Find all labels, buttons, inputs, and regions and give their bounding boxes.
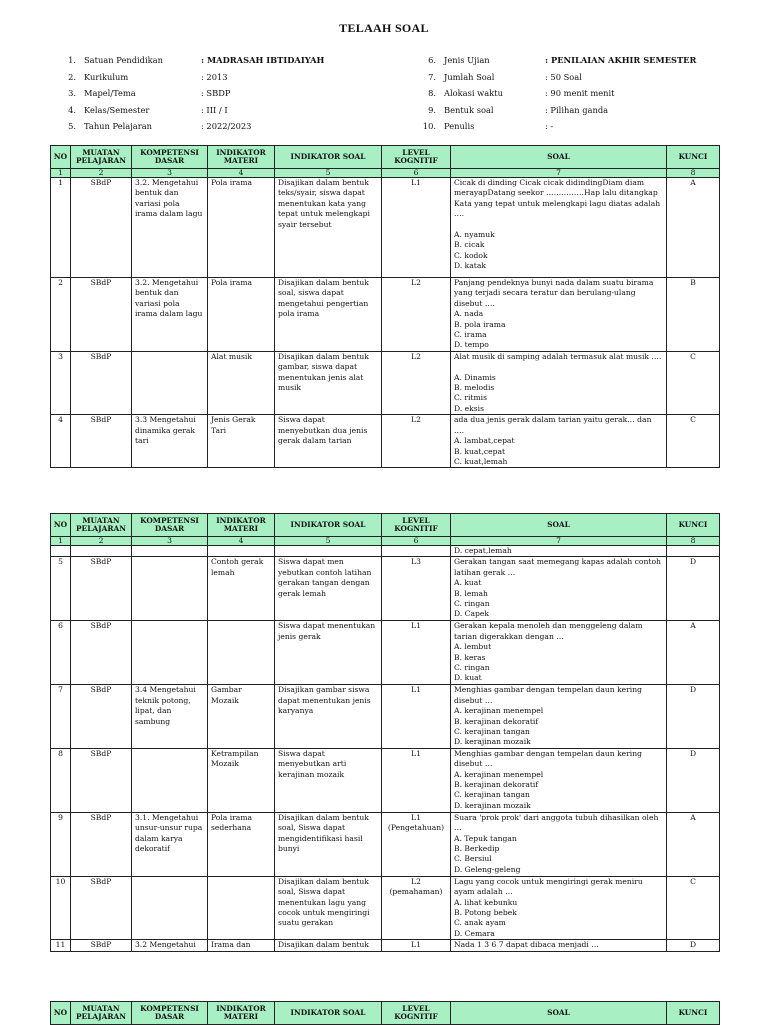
column-header: INDIKATOR MATERI <box>208 146 275 169</box>
answer-option: D. Geleng-geleng <box>454 864 521 874</box>
column-index: 6 <box>382 169 451 178</box>
column-header: KUNCI <box>667 1002 720 1025</box>
level-line: L1 <box>411 685 421 695</box>
cell-level <box>382 278 451 352</box>
cell-no: 6 <box>51 621 71 685</box>
answer-option: B. keras <box>454 652 486 662</box>
answer-option: D. kerajinan mozaik <box>454 800 531 810</box>
cell-materi <box>208 876 275 939</box>
info-label: Mapel/Tema <box>84 88 136 98</box>
question-table-1 <box>50 145 720 468</box>
table-row <box>51 748 720 812</box>
cell-indikator-soal: Disajikan dalam bentuk soal, Siswa dapat menentukan lagu yang cocok untuk mengiringi suatu gerakan <box>275 876 382 939</box>
cell-kompetensi: 3.2 Mengetahui <box>132 940 208 951</box>
cell-kompetensi <box>132 876 208 939</box>
cell-kompetensi <box>132 748 208 812</box>
column-index: 3 <box>132 169 208 178</box>
info-label: Penulis <box>444 121 475 131</box>
column-header: INDIKATOR MATERI <box>208 1002 275 1025</box>
info-right <box>414 52 696 135</box>
answer-option: C. kuat,lemah <box>454 456 508 466</box>
cell-soal <box>451 940 667 951</box>
level-line: L1 <box>411 748 421 758</box>
answer-option: A. lambat,cepat <box>454 436 515 446</box>
answer-option: A. lihat kebunku <box>454 897 518 907</box>
cell-materi: Alat musik <box>208 351 275 414</box>
cell-kompetensi: 3.4 Mengetahui teknik potong, lipat, dan sambung <box>132 685 208 748</box>
cell-indikator-soal: Siswa dapat menentukan jenis gerak <box>275 621 382 685</box>
level-line: L1 <box>411 940 421 950</box>
cell-materi: Pola irama <box>208 278 275 352</box>
info-label: Bentuk soal <box>444 104 494 115</box>
cell-materi: Irama dan <box>208 940 275 951</box>
info-value: : PENILAIAN AKHIR SEMESTER <box>545 55 697 65</box>
info-value: : 2022/2023 <box>201 121 252 131</box>
table-row <box>51 278 720 352</box>
cell-no: 3 <box>51 351 71 414</box>
cell-indikator-soal: Disajikan dalam bentuk teks/syair, siswa dapat menentukan kata yang tepat untuk melengkapi syair tersebut <box>275 178 382 278</box>
info-number: 7. <box>428 71 436 82</box>
column-header: KOMPETENSI DASAR <box>132 146 208 169</box>
answer-option: A. Tepuk tangan <box>454 833 517 843</box>
table-row <box>51 415 720 468</box>
cell-kompetensi: 3.1. Mengetahui unsur-unsur rupa dalam karya dekoratif <box>132 812 208 876</box>
question-text: Panjang pendeknya bunyi nada dalam suatu birama yang terjadi secara teratur dan berulang-ulang disebut …. <box>454 278 654 308</box>
answer-option: C. ringan <box>454 599 490 609</box>
question-text: Alat musik di samping adalah termasuk alat musik …. <box>454 351 662 361</box>
cell-level <box>382 415 451 468</box>
question-text: Menghias gambar dengan tempelan daun kering disebut … <box>454 748 642 769</box>
cell-materi: Pola irama <box>208 178 275 278</box>
column-index: 1 <box>51 537 71 546</box>
answer-option: A. kerajinan menempel <box>454 706 544 716</box>
column-header: INDIKATOR SOAL <box>275 146 382 169</box>
cell-soal <box>451 685 667 748</box>
column-header: KUNCI <box>667 146 720 169</box>
info-row <box>414 118 696 135</box>
header-row <box>51 514 720 537</box>
column-header: NO <box>51 514 71 537</box>
info-number: 5. <box>68 121 76 131</box>
answer-option: C. ringan <box>454 663 490 673</box>
cell-kompetensi <box>132 351 208 414</box>
cell-indikator-soal: Siswa dapat menyebutkan arti kerajinan mozaik <box>275 748 382 812</box>
cell-kunci: B <box>667 278 720 352</box>
info-label: Jenis Ujian <box>444 55 490 65</box>
column-header: NO <box>51 146 71 169</box>
cell-empty <box>71 546 132 557</box>
column-header: MUATAN PELAJARAN <box>71 146 132 169</box>
answer-option: A. nyamuk <box>454 230 495 240</box>
answer-option: D. eksis <box>454 403 484 413</box>
cell-soal-continued: D. cepat,lemah <box>451 546 667 557</box>
cell-kompetensi <box>132 557 208 621</box>
table-row <box>51 876 720 939</box>
cell-indikator-soal: Siswa dapat men yebutkan contoh latihan gerakan tangan dengan gerak lemah <box>275 557 382 621</box>
cell-empty <box>275 546 382 557</box>
info-number: 4. <box>68 104 76 115</box>
answer-option: C. kerajinan tangan <box>454 790 530 800</box>
info-label: Satuan Pendidikan <box>84 55 163 65</box>
cell-materi: Contoh gerak lemah <box>208 557 275 621</box>
cell-muatan: SBdP <box>71 940 132 951</box>
cell-materi <box>208 621 275 685</box>
cell-no: 7 <box>51 685 71 748</box>
info-row <box>414 102 696 119</box>
cell-level <box>382 940 451 951</box>
info-left <box>54 52 324 135</box>
column-index: 6 <box>382 537 451 546</box>
cell-muatan: SBdP <box>71 557 132 621</box>
info-value: : MADRASAH IBTIDAIYAH <box>201 55 325 65</box>
cell-muatan: SBdP <box>71 278 132 352</box>
cell-soal <box>451 278 667 352</box>
answer-option: C. Bersiul <box>454 854 492 864</box>
cell-kompetensi: 3.2. Mengetahui bentuk dan variasi pola irama dalam lagu <box>132 178 208 278</box>
table-row <box>51 557 720 621</box>
column-index: 4 <box>208 537 275 546</box>
column-index: 2 <box>71 169 132 178</box>
cell-materi: Ketrampilan Mozaik <box>208 748 275 812</box>
cell-level <box>382 876 451 939</box>
column-index: 7 <box>451 169 667 178</box>
table-row <box>51 178 720 278</box>
column-index: 2 <box>71 537 132 546</box>
level-line: L1 <box>411 621 421 631</box>
table-row <box>51 351 720 414</box>
column-header: KUNCI <box>667 514 720 537</box>
cell-level <box>382 351 451 414</box>
column-index: 8 <box>667 537 720 546</box>
question-text: Suara 'prok prok' dari anggota tubuh dihasilkan oleh … <box>454 812 659 833</box>
column-header: SOAL <box>451 514 667 537</box>
column-header: INDIKATOR SOAL <box>275 1002 382 1025</box>
column-header: LEVEL KOGNITIF <box>382 146 451 169</box>
column-header: SOAL <box>451 146 667 169</box>
answer-option: C. irama <box>454 330 487 340</box>
info-value: : 50 Soal <box>545 71 582 82</box>
level-line: L2 <box>411 351 421 361</box>
answer-option: A. nada <box>454 309 484 319</box>
answer-option: B. kerajinan dekoratif <box>454 716 539 726</box>
cell-no: 1 <box>51 178 71 278</box>
cell-level <box>382 812 451 876</box>
cell-empty <box>208 546 275 557</box>
cell-kunci: D <box>667 748 720 812</box>
cell-kunci: D <box>667 940 720 951</box>
answer-option: C. ritmis <box>454 393 488 403</box>
cell-level <box>382 178 451 278</box>
answer-option: A. lembut <box>454 642 492 652</box>
answer-option: A. kerajinan menempel <box>454 769 544 779</box>
cell-empty <box>51 546 71 557</box>
header-row <box>51 1002 720 1025</box>
cell-muatan: SBdP <box>71 685 132 748</box>
table-row <box>51 685 720 748</box>
info-row <box>414 85 696 102</box>
answer-option: B. pola irama <box>454 319 506 329</box>
answer-option: B. lemah <box>454 588 488 598</box>
column-header: KOMPETENSI DASAR <box>132 1002 208 1025</box>
question-text: Gerakan tangan saat memegang kapas adalah contoh latihan gerak … <box>454 557 661 577</box>
answer-option: B. melodis <box>454 383 495 393</box>
cell-kunci: A <box>667 178 720 278</box>
cell-indikator-soal: Disajikan dalam bentuk soal, Siswa dapat mengidentifikasi hasil bunyi <box>275 812 382 876</box>
info-number: 3. <box>68 88 76 98</box>
cell-soal <box>451 621 667 685</box>
cell-soal <box>451 351 667 414</box>
info-number: 8. <box>428 88 436 98</box>
table-row <box>51 812 720 876</box>
cell-level <box>382 748 451 812</box>
answer-option: A. kuat <box>454 578 482 588</box>
cell-empty <box>667 546 720 557</box>
info-number: 1. <box>68 55 76 65</box>
cell-muatan: SBdP <box>71 178 132 278</box>
cell-no: 4 <box>51 415 71 468</box>
cell-kompetensi: 3.3 Mengetahui dinamika gerak tari <box>132 415 208 468</box>
question-table-3 <box>50 1001 720 1025</box>
answer-option: D. Capek <box>454 609 489 619</box>
answer-option: B. kuat,cepat <box>454 446 506 456</box>
info-label: Jumlah Soal <box>444 71 495 82</box>
cell-soal <box>451 178 667 278</box>
answer-option: D. katak <box>454 261 486 271</box>
cell-level <box>382 557 451 621</box>
column-header: MUATAN PELAJARAN <box>71 1002 132 1025</box>
cell-materi: Gambar Mozaik <box>208 685 275 748</box>
column-index: 5 <box>275 537 382 546</box>
column-index: 7 <box>451 537 667 546</box>
cell-no: 11 <box>51 940 71 951</box>
cell-materi: Jenis Gerak Tari <box>208 415 275 468</box>
info-value: : 90 menit menit <box>545 88 615 98</box>
column-index: 4 <box>208 169 275 178</box>
column-header: KOMPETENSI DASAR <box>132 514 208 537</box>
cell-kunci: C <box>667 876 720 939</box>
cell-indikator-soal: Siswa dapat menyebutkan dua jenis gerak dalam tarian <box>275 415 382 468</box>
answer-option: B. Berkedip <box>454 844 500 854</box>
info-row <box>414 69 696 86</box>
info-row <box>54 85 324 102</box>
cell-level <box>382 621 451 685</box>
cell-indikator-soal: Disajikan dalam bentuk <box>275 940 382 951</box>
answer-option: D. tempo <box>454 340 489 350</box>
level-line: L2 <box>411 415 421 425</box>
column-index: 3 <box>132 537 208 546</box>
cell-soal <box>451 876 667 939</box>
cell-muatan: SBdP <box>71 812 132 876</box>
info-value: : Pilihan ganda <box>545 104 609 115</box>
info-row <box>54 102 324 119</box>
column-header: LEVEL KOGNITIF <box>382 1002 451 1025</box>
info-number: 9. <box>428 104 436 115</box>
answer-option: D. kuat <box>454 673 482 683</box>
cell-indikator-soal: Disajikan gambar siswa dapat menentukan jenis karyanya <box>275 685 382 748</box>
cell-muatan: SBdP <box>71 415 132 468</box>
answer-option: D. kerajinan mozaik <box>454 737 531 747</box>
answer-option: A. Dinamis <box>454 372 496 382</box>
cell-no: 9 <box>51 812 71 876</box>
info-label: Kelas/Semester <box>84 104 150 115</box>
info-row <box>54 52 324 69</box>
info-label: Tahun Pelajaran <box>84 121 152 131</box>
info-value: : 2013 <box>201 71 228 82</box>
info-number: 2. <box>68 71 76 82</box>
answer-option: B. Potong bebek <box>454 908 517 918</box>
cell-materi: Pola irama sederhana <box>208 812 275 876</box>
question-text: Gerakan kepala menoleh dan menggeleng dalam tarian digerakkan dengan … <box>454 621 643 641</box>
cell-kunci: A <box>667 621 720 685</box>
info-label: Alokasi waktu <box>444 88 503 98</box>
info-row <box>54 118 324 135</box>
level-line: L3 <box>411 557 421 567</box>
cell-empty <box>132 546 208 557</box>
cell-muatan: SBdP <box>71 351 132 414</box>
question-text: Lagu yang cocok untuk mengiringi gerak meniru ayam adalah … <box>454 876 643 897</box>
cell-kunci: D <box>667 685 720 748</box>
cell-no: 10 <box>51 876 71 939</box>
table-row <box>51 940 720 951</box>
cell-empty <box>382 546 451 557</box>
cell-no: 5 <box>51 557 71 621</box>
question-text: Nada 1 3 6 7 dapat dibaca menjadi … <box>454 940 599 950</box>
cell-kunci: C <box>667 351 720 414</box>
level-line: (pemahaman) <box>389 887 443 897</box>
info-row <box>414 52 696 69</box>
level-line: L1 <box>411 812 421 822</box>
column-header: MUATAN PELAJARAN <box>71 514 132 537</box>
level-line: L1 <box>411 178 421 187</box>
header-row <box>51 146 720 169</box>
answer-option: C. kerajinan tangan <box>454 727 530 737</box>
info-number: 10. <box>422 121 436 131</box>
question-text: ada dua jenis gerak dalam tarian yaitu gerak… dan …. <box>454 415 652 435</box>
page-title: TELAAH SOAL <box>339 21 429 35</box>
question-text: Menghias gambar dengan tempelan daun kering disebut … <box>454 685 642 705</box>
column-header: INDIKATOR MATERI <box>208 514 275 537</box>
cell-muatan: SBdP <box>71 748 132 812</box>
cell-no: 8 <box>51 748 71 812</box>
cell-no: 2 <box>51 278 71 352</box>
cell-kompetensi <box>132 621 208 685</box>
cell-soal <box>451 557 667 621</box>
cell-soal <box>451 812 667 876</box>
column-index: 5 <box>275 169 382 178</box>
info-number: 6. <box>428 55 436 65</box>
cell-muatan: SBdP <box>71 621 132 685</box>
cell-level <box>382 685 451 748</box>
answer-option: C. kodok <box>454 250 488 260</box>
column-index: 8 <box>667 169 720 178</box>
info-value: : - <box>545 121 554 131</box>
level-line: L2 <box>411 876 421 886</box>
cell-kunci: C <box>667 415 720 468</box>
info-row <box>54 69 324 86</box>
column-index: 1 <box>51 169 71 178</box>
cell-kunci: D <box>667 557 720 621</box>
cell-muatan: SBdP <box>71 876 132 939</box>
answer-option: C. anak ayam <box>454 918 506 928</box>
cell-soal <box>451 748 667 812</box>
table-row <box>51 621 720 685</box>
column-header: NO <box>51 1002 71 1025</box>
question-text: Cicak di dinding Cicak cicak didindingDiam diam merayapDatang seekor ……………Hap lalu ditangkap Kata yang tepat untuk melengkapi lagu diatas adalah …. <box>454 178 661 219</box>
column-index-row <box>51 537 720 546</box>
table-row-continued <box>51 546 720 557</box>
cell-soal <box>451 415 667 468</box>
cell-indikator-soal: Disajikan dalam bentuk soal, siswa dapat mengetahui pengertian pola irama <box>275 278 382 352</box>
column-header: SOAL <box>451 1002 667 1025</box>
cell-kompetensi: 3.2. Mengetahui bentuk dan variasi pola irama dalam lagu <box>132 278 208 352</box>
question-text <box>454 362 663 372</box>
answer-option: B. kerajinan dekoratif <box>454 780 539 790</box>
column-header: INDIKATOR SOAL <box>275 514 382 537</box>
column-index-row <box>51 169 720 178</box>
column-header: LEVEL KOGNITIF <box>382 514 451 537</box>
cell-indikator-soal: Disajikan dalam bentuk gambar, siswa dapat menentukan jenis alat musik <box>275 351 382 414</box>
question-text <box>454 220 663 230</box>
level-line: (Pengetahuan) <box>387 823 445 833</box>
info-value: : SBDP <box>201 88 231 98</box>
answer-option: B. cicak <box>454 240 485 250</box>
info-label: Kurikulum <box>84 71 129 82</box>
question-table-2 <box>50 513 720 952</box>
cell-kunci: A <box>667 812 720 876</box>
info-value: : III / I <box>201 104 228 115</box>
level-line: L2 <box>411 278 421 287</box>
answer-option: D. Cemara <box>454 928 495 938</box>
